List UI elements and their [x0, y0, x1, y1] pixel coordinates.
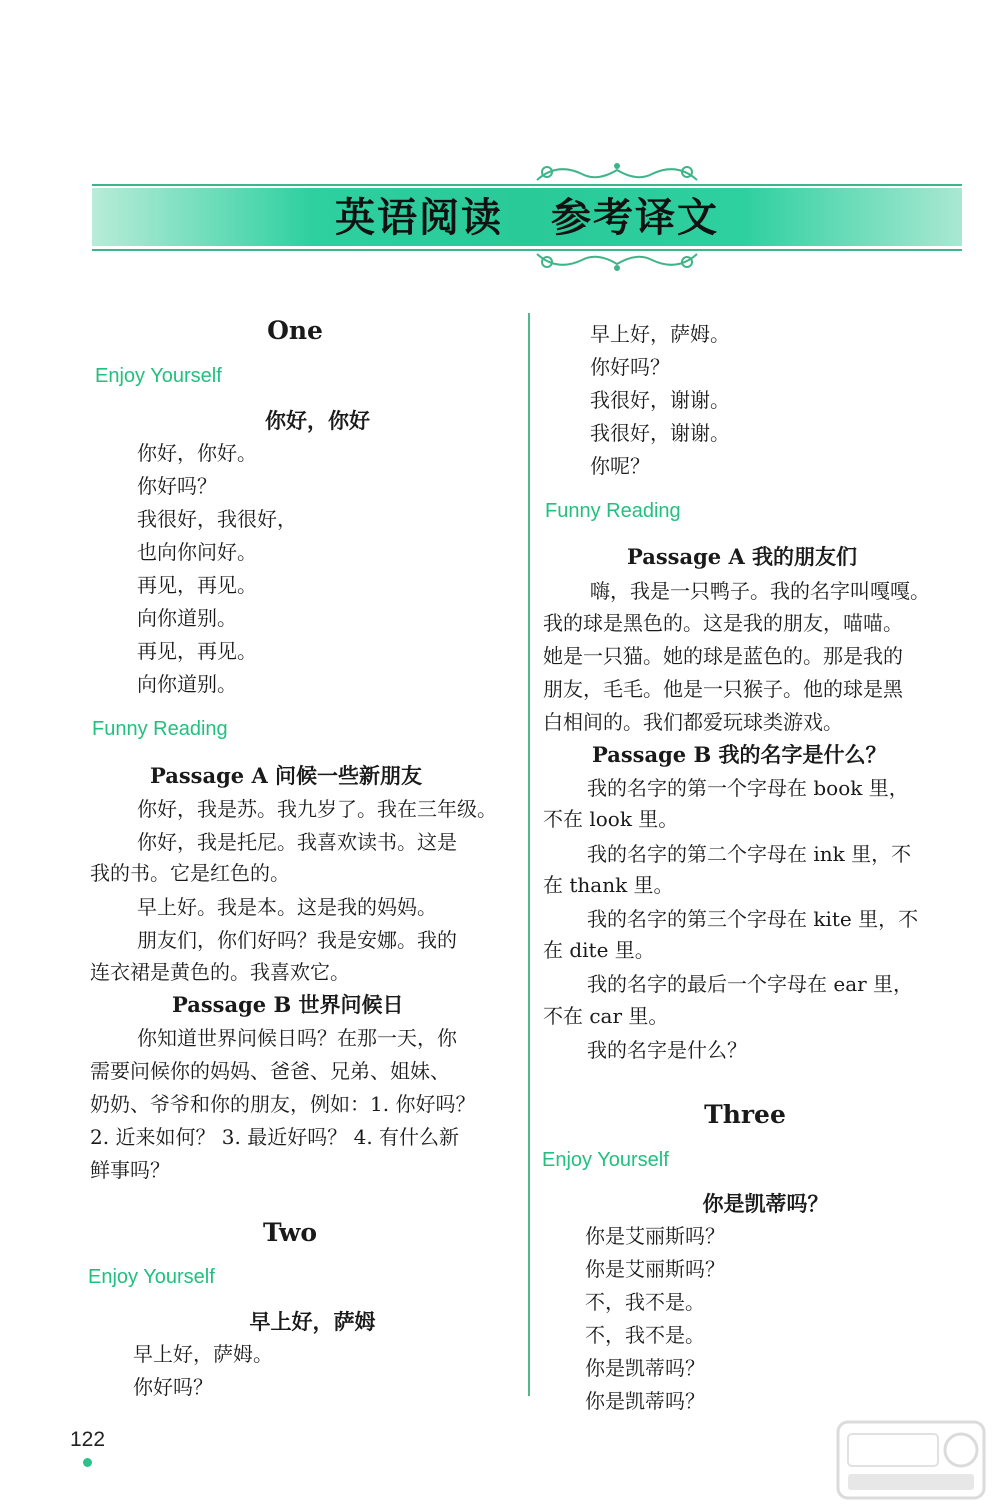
passage-line: 连衣裙是黄色的。我喜欢它。: [90, 960, 350, 984]
passage-line: 朋友们，你们好吗？我是安娜。我的: [137, 928, 457, 952]
title-part-2: 参考译文: [551, 194, 719, 241]
page-title: [92, 190, 962, 246]
poem-title: 你是凯蒂吗？: [702, 1191, 829, 1216]
section-heading-enjoy: Enjoy Yourself: [542, 1149, 669, 1171]
poem-line: 我很好，谢谢。: [590, 388, 730, 412]
unit-heading-three: Three: [704, 1100, 786, 1129]
poem-line: 你是艾丽斯吗？: [585, 1224, 725, 1248]
passage-line: 你知道世界问候日吗？在那一天，你: [137, 1026, 457, 1050]
section-heading-enjoy: Enjoy Yourself: [88, 1266, 215, 1288]
title-part-1: 英语阅读: [335, 194, 503, 241]
title-banner: [92, 160, 962, 275]
poem-line: 向你道别。: [137, 606, 237, 630]
passage-b-title: Passage B 我的名字是什么？: [592, 742, 887, 767]
poem-line: 早上好，萨姆。: [590, 322, 730, 346]
passage-line: 奶奶、爷爷和你的朋友，例如：1. 你好吗？: [90, 1092, 476, 1116]
poem-line: 再见，再见。: [137, 573, 257, 597]
poem-title: 早上好，萨姆: [249, 1309, 376, 1334]
bottom-ornament-icon: [527, 248, 707, 274]
poem-line: 你呢？: [590, 454, 650, 478]
poem-line: 你好吗？: [590, 355, 670, 379]
passage-line: 我的名字是什么？: [587, 1038, 747, 1062]
passage-line: 你好，我是苏。我九岁了。我在三年级。: [137, 797, 497, 821]
poem-line: 你是艾丽斯吗？: [585, 1257, 725, 1281]
poem-line: 你是凯蒂吗？: [585, 1389, 705, 1413]
poem-line: 你是凯蒂吗？: [585, 1356, 705, 1380]
unit-heading-two: Two: [262, 1218, 318, 1247]
poem-line: 早上好，萨姆。: [133, 1342, 273, 1366]
poem-line: 也向你问好。: [137, 540, 257, 564]
passage-line: 在 thank 里。: [543, 873, 674, 897]
passage-line: 朋友，毛毛。他是一只猴子。他的球是黑: [543, 677, 903, 701]
passage-line: 她是一只猫。她的球是蓝色的。那是我的: [543, 644, 903, 668]
poem-line: 不，我不是。: [585, 1290, 705, 1314]
passage-line: 2. 近来如何？ 3. 最近好吗？ 4. 有什么新: [90, 1125, 460, 1149]
section-heading-funny: Funny Reading: [545, 500, 681, 522]
section-heading-enjoy: Enjoy Yourself: [95, 365, 222, 387]
passage-line: 需要问候你的妈妈、爸爸、兄弟、姐妹、: [90, 1059, 450, 1083]
poem-line: 我很好，谢谢。: [590, 421, 730, 445]
passage-line: 我的书。它是红色的。: [90, 861, 290, 885]
poem-line: 你好，你好。: [137, 441, 257, 465]
passage-line: 你好，我是托尼。我喜欢读书。这是: [137, 830, 457, 854]
passage-a-title: Passage A 我的朋友们: [627, 544, 858, 569]
poem-line: 你好吗？: [133, 1375, 213, 1399]
watermark-logo: [836, 1420, 986, 1500]
passage-line: 嗨，我是一只鸭子。我的名字叫嘎嘎。: [590, 579, 930, 603]
poem-line: 向你道别。: [137, 672, 237, 696]
column-divider: [528, 313, 530, 1396]
page-number: 122: [70, 1428, 106, 1451]
poem-line: 你好吗？: [137, 474, 217, 498]
passage-line: 不在 car 里。: [543, 1004, 669, 1028]
passage-line: 我的名字的第三个字母在 kite 里，不: [587, 907, 919, 931]
passage-line: 白相间的。我们都爱玩球类游戏。: [543, 710, 843, 734]
poem-line: 我很好，我很好，: [137, 507, 297, 531]
section-heading-funny: Funny Reading: [92, 718, 228, 740]
passage-line: 我的名字的最后一个字母在 ear 里，: [587, 972, 914, 996]
page-dot-icon: [83, 1458, 92, 1467]
passage-line: 我的球是黑色的。这是我的朋友，喵喵。: [543, 611, 903, 635]
passage-a-title: Passage A 问候一些新朋友: [150, 763, 423, 788]
unit-heading-one: One: [267, 316, 323, 345]
poem-line: 不，我不是。: [585, 1323, 705, 1347]
passage-line: 鲜事吗？: [90, 1158, 170, 1182]
poem-title: 你好，你好: [265, 408, 370, 433]
passage-line: 我的名字的第二个字母在 ink 里，不: [587, 842, 912, 866]
passage-line: 早上好。我是本。这是我的妈妈。: [137, 895, 437, 919]
poem-line: 再见，再见。: [137, 639, 257, 663]
passage-line: 我的名字的第一个字母在 book 里，: [587, 776, 909, 800]
passage-b-title: Passage B 世界问候日: [172, 992, 404, 1017]
passage-line: 不在 look 里。: [543, 807, 679, 831]
top-ornament-icon: [527, 160, 707, 186]
passage-line: 在 dite 里。: [543, 938, 655, 962]
